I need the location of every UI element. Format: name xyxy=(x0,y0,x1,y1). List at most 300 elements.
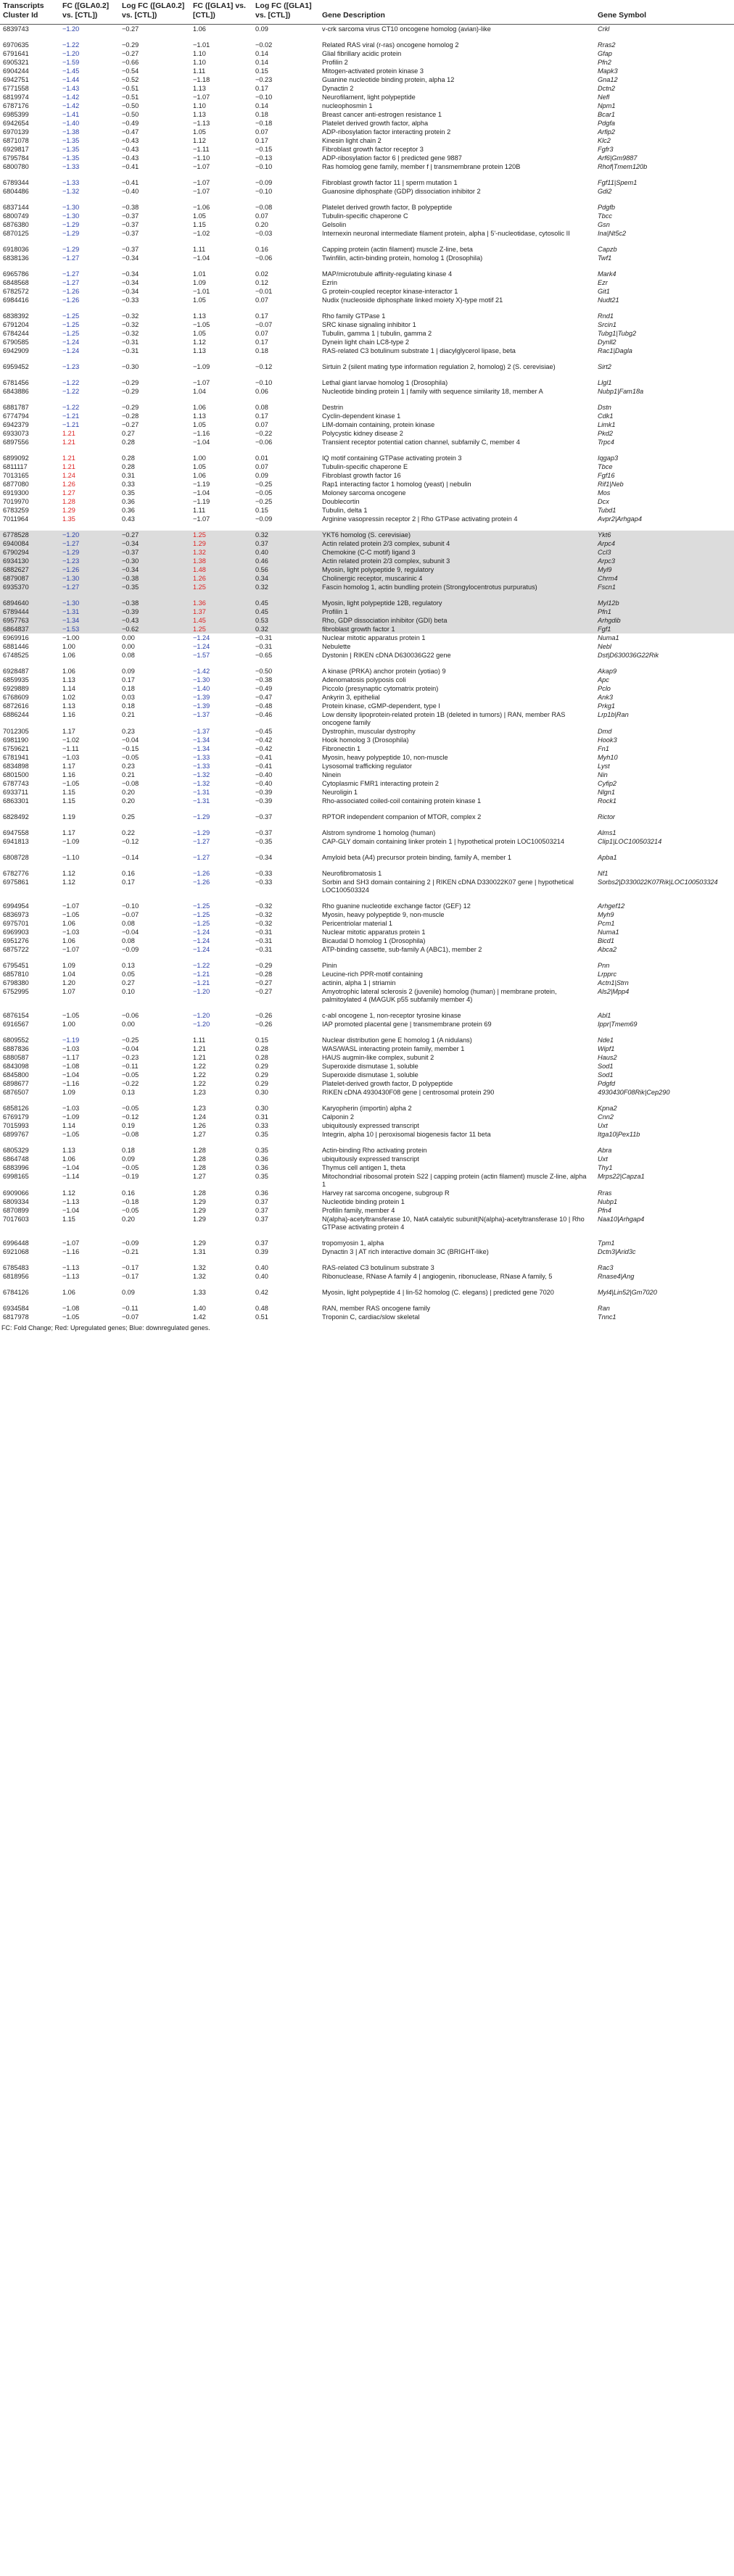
table-row xyxy=(0,1215,734,1239)
cell-logfc-gla1: 0.17 xyxy=(255,312,268,320)
cell-logfc-gla1: −0.38 xyxy=(255,676,273,684)
cell-cluster-id: 6969916 xyxy=(3,634,29,641)
cell-logfc-gla1: −0.10 xyxy=(255,188,273,195)
cell-gene-symbol: Prkg1 xyxy=(598,702,616,710)
cell-cluster-id: 6839743 xyxy=(3,25,29,33)
cell-gene-description: Actin related protein 2/3 complex, subunit 4 xyxy=(319,539,595,548)
cell-fc-gla02: 1.09 xyxy=(62,1089,75,1096)
cell-fc-gla1: 1.04 xyxy=(193,388,206,395)
table-row xyxy=(0,287,734,296)
cell-logfc-gla02: −0.40 xyxy=(122,188,139,195)
cell-logfc-gla02: −0.50 xyxy=(122,111,139,118)
cell-fc-gla02: −1.17 xyxy=(62,1054,80,1061)
cell-cluster-id: 6787176 xyxy=(3,102,29,109)
table-row xyxy=(0,212,734,220)
cell-gene-symbol: Arpc4 xyxy=(595,539,734,548)
cell-cluster-id: 6798380 xyxy=(3,979,29,986)
cell-logfc-gla1: −0.31 xyxy=(255,928,273,936)
cell-logfc-gla02: 0.13 xyxy=(122,1089,135,1096)
cell-fc-gla02: 1.27 xyxy=(62,489,75,496)
cell-cluster-id: 6811117 xyxy=(3,463,28,470)
cell-logfc-gla02: 0.21 xyxy=(122,771,135,778)
table-row xyxy=(0,1062,734,1071)
table-row xyxy=(0,583,734,599)
table-row xyxy=(0,101,734,110)
cell-logfc-gla02: 0.20 xyxy=(122,797,135,805)
cell-gene-description: Nuclear distribution gene E homolog 1 (A nidulans) xyxy=(322,1036,472,1044)
cell-gene-symbol: Llgl1 xyxy=(598,379,612,386)
cell-gene-description: Nebulette xyxy=(322,643,351,650)
cell-fc-gla02: −1.22 xyxy=(62,404,80,411)
table-row xyxy=(0,1313,734,1321)
cell-gene-description: IAP promoted placental gene | transmembrane protein 69 xyxy=(322,1021,492,1028)
cell-fc-gla1: −1.33 xyxy=(193,754,210,761)
cell-logfc-gla1: 0.20 xyxy=(255,221,268,228)
cell-gene-symbol: Uxt xyxy=(598,1155,608,1163)
cell-gene-description: Rho-associated coiled-coil containing protein kinase 1 xyxy=(322,797,482,805)
cell-fc-gla02: −1.43 xyxy=(62,85,80,92)
cell-logfc-gla02: −0.05 xyxy=(122,1105,139,1112)
cell-fc-gla1: 1.37 xyxy=(190,607,252,616)
cell-gene-symbol: Clip1|LOC100503214 xyxy=(598,838,662,845)
cell-cluster-id: 6898677 xyxy=(3,1080,29,1087)
cell-gene-symbol: Arfip2 xyxy=(598,128,616,136)
cell-fc-gla02: −1.26 xyxy=(62,296,80,304)
cell-logfc-gla02: 0.18 xyxy=(122,1147,135,1154)
cell-fc-gla02: −1.40 xyxy=(62,120,80,127)
cell-cluster-id: 6996448 xyxy=(3,1239,29,1247)
table-row xyxy=(0,625,734,633)
cell-fc-gla02: −1.25 xyxy=(62,312,80,320)
cell-gene-symbol: Avpr2|Arhgap4 xyxy=(598,515,642,523)
cell-gene-symbol: Srcin1 xyxy=(598,321,617,328)
cell-cluster-id: 6791641 xyxy=(3,50,29,57)
cell-gene-description: Actin related protein 2/3 complex, subunit 3 xyxy=(319,557,595,565)
cell-gene-description: Hook homolog 3 (Drosophila) xyxy=(322,736,409,744)
cell-gene-symbol: Bcar1 xyxy=(598,111,616,118)
cell-gene-description: Pericentriolar material 1 xyxy=(322,920,393,927)
cell-cluster-id: 6875722 xyxy=(3,946,29,953)
cell-fc-gla1: 1.42 xyxy=(193,1313,206,1321)
cell-cluster-id: 6985399 xyxy=(3,111,29,118)
table-row xyxy=(0,1239,734,1247)
cell-gene-symbol: Bicd1 xyxy=(598,937,614,944)
cell-fc-gla02: 1.16 xyxy=(62,771,75,778)
cell-gene-symbol: Pkd2 xyxy=(598,430,613,437)
cell-logfc-gla02: −0.37 xyxy=(119,548,190,557)
cell-gene-symbol: Capzb xyxy=(598,246,617,253)
cell-fc-gla1: −1.39 xyxy=(193,702,210,710)
table-row xyxy=(0,1104,734,1113)
cell-fc-gla1: 1.45 xyxy=(190,616,252,625)
cell-logfc-gla02: 0.03 xyxy=(122,694,135,701)
table-row xyxy=(0,75,734,84)
cell-fc-gla02: −1.21 xyxy=(62,412,80,420)
cell-fc-gla02: 1.24 xyxy=(62,472,75,479)
cell-cluster-id: 6769179 xyxy=(3,1113,29,1121)
cell-cluster-id: 6800780 xyxy=(3,163,29,170)
cell-cluster-id: 7012305 xyxy=(3,728,29,735)
cell-logfc-gla02: −0.15 xyxy=(122,745,139,752)
cell-logfc-gla02: −0.07 xyxy=(122,1313,139,1321)
cell-logfc-gla1: 0.56 xyxy=(252,565,319,574)
table-row xyxy=(0,1053,734,1062)
cell-logfc-gla02: 0.09 xyxy=(122,1155,135,1163)
cell-gene-description: Twinfilin, actin-binding protein, homolog 1 (Drosophila) xyxy=(322,254,483,262)
table-row xyxy=(0,651,734,667)
cell-logfc-gla02: −0.66 xyxy=(122,59,139,66)
cell-logfc-gla1: 0.17 xyxy=(255,338,268,346)
cell-cluster-id: 7013165 xyxy=(3,472,29,479)
cell-cluster-id: 6975701 xyxy=(3,920,29,927)
table-row xyxy=(0,162,734,178)
table-row xyxy=(0,1189,734,1197)
cell-logfc-gla1: −0.41 xyxy=(255,754,273,761)
cell-fc-gla02: 1.17 xyxy=(62,763,75,770)
cell-fc-gla1: 1.32 xyxy=(193,1264,206,1271)
cell-gene-description: Cytoplasmic FMR1 interacting protein 2 xyxy=(322,780,439,787)
cell-cluster-id: 6871078 xyxy=(3,137,29,144)
cell-gene-symbol: Rock1 xyxy=(598,797,617,805)
cell-logfc-gla1: −0.29 xyxy=(255,962,273,969)
cell-fc-gla1: −1.07 xyxy=(193,163,210,170)
cell-logfc-gla1: 0.46 xyxy=(252,557,319,565)
cell-gene-symbol: Tpm1 xyxy=(598,1239,615,1247)
cell-cluster-id: 6790585 xyxy=(3,338,29,346)
cell-fc-gla02: −1.30 xyxy=(59,599,119,607)
cell-gene-symbol: Hook3 xyxy=(598,736,617,744)
cell-logfc-gla1: −0.49 xyxy=(255,685,273,692)
cell-fc-gla02: 1.00 xyxy=(62,643,75,650)
cell-cluster-id: 6928487 xyxy=(3,668,29,675)
cell-gene-description: Dystonin | RIKEN cDNA D630036G22 gene xyxy=(322,652,451,659)
cell-gene-description: Neurofibromatosis 1 xyxy=(322,870,382,877)
cell-gene-description: Kinesin light chain 2 xyxy=(322,137,382,144)
cell-cluster-id: 6809334 xyxy=(3,1198,29,1205)
cell-cluster-id: 6957763 xyxy=(0,616,59,625)
cell-gene-description: RPTOR independent companion of MTOR, complex 2 xyxy=(322,813,482,820)
cell-logfc-gla1: −0.02 xyxy=(255,41,273,49)
cell-logfc-gla02: −0.33 xyxy=(122,296,139,304)
cell-cluster-id: 7011964 xyxy=(3,515,29,523)
cell-fc-gla02: 1.04 xyxy=(62,971,75,978)
cell-fc-gla02: −1.05 xyxy=(62,1313,80,1321)
cell-fc-gla1: −1.02 xyxy=(193,230,210,237)
cell-logfc-gla02: −0.32 xyxy=(122,312,139,320)
cell-fc-gla02: −1.29 xyxy=(62,246,80,253)
table-row xyxy=(0,312,734,320)
cell-fc-gla02: −1.05 xyxy=(62,911,80,918)
cell-cluster-id: 6785483 xyxy=(3,1264,29,1271)
cell-cluster-id: 6876154 xyxy=(3,1012,29,1019)
cell-logfc-gla02: −0.34 xyxy=(119,539,190,548)
cell-fc-gla02: 1.06 xyxy=(62,1155,75,1163)
cell-logfc-gla02: −0.43 xyxy=(122,154,139,162)
cell-gene-symbol: Tubd1 xyxy=(598,507,617,514)
cell-fc-gla02: −1.26 xyxy=(62,288,80,295)
cell-gene-description: Pinin xyxy=(322,962,337,969)
table-row xyxy=(0,41,734,49)
cell-fc-gla1: 1.10 xyxy=(193,59,206,66)
table-row xyxy=(0,548,734,557)
cell-gene-description: Mitogen-activated protein kinase 3 xyxy=(322,67,424,75)
cell-fc-gla02: −1.34 xyxy=(59,616,119,625)
cell-fc-gla1: 1.23 xyxy=(193,1089,206,1096)
cell-logfc-gla02: −0.32 xyxy=(122,321,139,328)
cell-gene-description: Ezrin xyxy=(322,279,337,286)
cell-logfc-gla02: −0.05 xyxy=(122,1207,139,1214)
cell-gene-description: Fibroblast growth factor receptor 3 xyxy=(322,146,424,153)
table-row xyxy=(0,878,734,902)
cell-gene-description: N(alpha)-acetyltransferase 10, NatA catalytic subunit|N(alpha)-acetyltransferase 10 | Rho GTPase activating protein 4 xyxy=(322,1216,585,1231)
cell-gene-symbol: Mapk3 xyxy=(598,67,618,75)
cell-logfc-gla1: −0.41 xyxy=(255,763,273,770)
table-row xyxy=(0,744,734,753)
cell-gene-description: Cyclin-dependent kinase 1 xyxy=(322,412,401,420)
cell-cluster-id: 6848568 xyxy=(3,279,29,286)
cell-logfc-gla02: −0.29 xyxy=(122,404,139,411)
cell-fc-gla02: 1.13 xyxy=(62,676,75,684)
cell-logfc-gla1: 0.35 xyxy=(255,1131,268,1138)
cell-gene-description: Dystrophin, muscular dystrophy xyxy=(322,728,416,735)
cell-gene-description: Karyopherin (importin) alpha 2 xyxy=(322,1105,412,1112)
table-row xyxy=(0,667,734,676)
cell-gene-description: Dynein light chain LC8-type 2 xyxy=(322,338,410,346)
table-row xyxy=(0,1155,734,1163)
cell-gene-description: Platelet-derived growth factor, D polypeptide xyxy=(322,1080,453,1087)
cell-logfc-gla1: 0.37 xyxy=(255,1207,268,1214)
cell-fc-gla1: 1.05 xyxy=(193,212,206,220)
cell-logfc-gla1: 0.36 xyxy=(255,1155,268,1163)
cell-gene-symbol: Apba1 xyxy=(598,854,617,861)
table-row xyxy=(0,1272,734,1288)
cell-logfc-gla1: −0.27 xyxy=(255,988,273,995)
cell-logfc-gla02: 0.05 xyxy=(122,971,135,978)
table-row xyxy=(0,1113,734,1121)
table-row xyxy=(0,1247,734,1263)
table-row xyxy=(0,25,734,41)
cell-logfc-gla1: 0.35 xyxy=(255,1173,268,1180)
cell-logfc-gla1: 0.07 xyxy=(255,330,268,337)
table-row xyxy=(0,565,734,574)
cell-logfc-gla02: 0.33 xyxy=(122,481,135,488)
cell-cluster-id: 6984416 xyxy=(3,296,29,304)
table-row xyxy=(0,853,734,869)
table-row xyxy=(0,1020,734,1036)
cell-gene-description: ADP-ribosylation factor interacting protein 2 xyxy=(322,128,451,136)
cell-gene-description: Fibronectin 1 xyxy=(322,745,361,752)
cell-gene-symbol: Naa10|Arhgap4 xyxy=(598,1216,645,1223)
cell-cluster-id: 6876507 xyxy=(3,1089,29,1096)
table-row xyxy=(0,412,734,420)
table-row xyxy=(0,338,734,346)
cell-logfc-gla02: −0.23 xyxy=(122,1054,139,1061)
cell-fc-gla1: 1.10 xyxy=(193,50,206,57)
cell-gene-description: SRC kinase signaling inhibitor 1 xyxy=(322,321,416,328)
cell-fc-gla02: 1.19 xyxy=(62,813,75,820)
cell-logfc-gla02: −0.34 xyxy=(122,254,139,262)
cell-logfc-gla1: 0.14 xyxy=(255,102,268,109)
cell-fc-gla02: −1.04 xyxy=(62,1071,80,1079)
cell-cluster-id: 6942379 xyxy=(3,421,29,428)
cell-gene-symbol: Actn1|Strn xyxy=(598,979,629,986)
cell-logfc-gla1: 0.17 xyxy=(255,412,268,420)
cell-logfc-gla02: −0.30 xyxy=(122,363,139,370)
cell-fc-gla02: −1.33 xyxy=(62,179,80,186)
cell-fc-gla1: −1.24 xyxy=(193,643,210,650)
cell-cluster-id: 6942654 xyxy=(3,120,29,127)
cell-logfc-gla02: −0.43 xyxy=(122,137,139,144)
cell-logfc-gla02: 0.19 xyxy=(122,1122,135,1129)
cell-gene-description: Ninein xyxy=(322,771,342,778)
cell-fc-gla02: −1.23 xyxy=(62,363,80,370)
cell-gene-symbol: Ran xyxy=(598,1305,610,1312)
cell-gene-symbol: Trpc4 xyxy=(598,439,614,446)
table-row xyxy=(0,788,734,797)
cell-gene-description: Guanosine diphosphate (GDP) dissociation inhibitor 2 xyxy=(322,188,481,195)
cell-fc-gla02: 1.02 xyxy=(62,694,75,701)
cell-logfc-gla1: −0.32 xyxy=(255,911,273,918)
cell-cluster-id: 6800749 xyxy=(3,212,29,220)
header-gene-description: Gene Description xyxy=(319,0,595,25)
cell-fc-gla1: −1.24 xyxy=(193,937,210,944)
cell-fc-gla1: −1.22 xyxy=(193,962,210,969)
cell-fc-gla02: −1.30 xyxy=(62,212,80,220)
cell-logfc-gla1: 0.29 xyxy=(255,1080,268,1087)
cell-fc-gla1: −1.07 xyxy=(193,379,210,386)
cell-cluster-id: 6859935 xyxy=(3,676,29,684)
cell-gene-symbol: Dcx xyxy=(598,498,609,505)
cell-gene-symbol: Ippr|Tmem69 xyxy=(598,1021,638,1028)
cell-logfc-gla1: −0.25 xyxy=(255,498,273,505)
cell-logfc-gla02: −0.12 xyxy=(122,838,139,845)
cell-gene-symbol: Uxt xyxy=(598,1122,608,1129)
cell-fc-gla1: −1.11 xyxy=(193,146,210,153)
cell-fc-gla02: −1.27 xyxy=(59,583,119,599)
table-row xyxy=(0,1044,734,1053)
cell-logfc-gla02: 0.00 xyxy=(122,643,135,650)
cell-logfc-gla1: −0.40 xyxy=(255,780,273,787)
table-row xyxy=(0,574,734,583)
cell-gene-description: Piccolo (presynaptic cytomatrix protein) xyxy=(322,685,439,692)
cell-cluster-id: 6998165 xyxy=(3,1173,29,1180)
cell-cluster-id: 6809552 xyxy=(3,1036,29,1044)
cell-cluster-id: 6876380 xyxy=(3,221,29,228)
cell-logfc-gla02: 0.35 xyxy=(122,489,135,496)
cell-gene-symbol: Arhgdib xyxy=(595,616,734,625)
cell-fc-gla02: −1.22 xyxy=(62,379,80,386)
table-row xyxy=(0,633,734,642)
cell-logfc-gla02: −0.04 xyxy=(122,928,139,936)
cell-logfc-gla1: 0.40 xyxy=(255,1273,268,1280)
table-row xyxy=(0,599,734,607)
table-row xyxy=(0,1172,734,1189)
cell-logfc-gla02: −0.08 xyxy=(122,780,139,787)
cell-gene-description: Mitochondrial ribosomal protein S22 | capping protein (actin filament) muscle Z-line, alpha 1 xyxy=(322,1173,587,1188)
cell-gene-description: Rap1 interacting factor 1 homolog (yeast) | nebulin xyxy=(322,481,471,488)
cell-logfc-gla02: 0.21 xyxy=(122,711,135,718)
cell-cluster-id: 6771558 xyxy=(3,85,29,92)
cell-gene-symbol: Ccl3 xyxy=(595,548,734,557)
cell-fc-gla02: −1.31 xyxy=(59,607,119,616)
cell-fc-gla02: −1.42 xyxy=(62,102,80,109)
cell-fc-gla1: −1.07 xyxy=(193,188,210,195)
table-row xyxy=(0,1146,734,1155)
cell-fc-gla1: 1.21 xyxy=(193,1045,206,1052)
cell-gene-symbol: Nefl xyxy=(598,94,610,101)
cell-fc-gla1: −1.07 xyxy=(193,515,210,523)
cell-fc-gla1: −1.01 xyxy=(193,41,210,49)
cell-fc-gla02: 1.06 xyxy=(62,1289,75,1296)
cell-cluster-id: 6886244 xyxy=(3,711,29,718)
cell-logfc-gla1: −0.50 xyxy=(255,668,273,675)
cell-fc-gla1: 1.05 xyxy=(193,296,206,304)
cell-fc-gla1: −1.31 xyxy=(193,797,210,805)
cell-fc-gla02: 1.09 xyxy=(62,962,75,969)
cell-fc-gla1: 1.13 xyxy=(193,412,206,420)
cell-logfc-gla1: 0.36 xyxy=(255,1164,268,1171)
cell-gene-symbol: Sod1 xyxy=(598,1063,614,1070)
cell-fc-gla02: −1.23 xyxy=(59,557,119,565)
table-row xyxy=(0,178,734,187)
cell-logfc-gla1: −0.32 xyxy=(255,920,273,927)
cell-fc-gla02: −1.35 xyxy=(62,137,80,144)
cell-gene-description: Nucleotide binding protein 1 xyxy=(322,1198,405,1205)
cell-fc-gla1: 1.06 xyxy=(193,25,206,33)
cell-fc-gla1: −1.21 xyxy=(193,979,210,986)
cell-gene-description: Arginine vasopressin receptor 2 | Rho GTPase activating protein 4 xyxy=(322,515,518,523)
cell-gene-symbol: Cdk1 xyxy=(598,412,614,420)
table-row xyxy=(0,1071,734,1079)
cell-fc-gla02: −1.22 xyxy=(62,41,80,49)
table-row xyxy=(0,438,734,454)
cell-gene-description: actinin, alpha 1 | striamin xyxy=(322,979,396,986)
cell-logfc-gla02: −0.37 xyxy=(122,221,139,228)
cell-fc-gla02: −1.03 xyxy=(62,928,80,936)
table-row xyxy=(0,1130,734,1146)
cell-cluster-id: 6970635 xyxy=(3,41,29,49)
cell-logfc-gla02: −0.41 xyxy=(122,179,139,186)
cell-cluster-id: 6904244 xyxy=(3,67,29,75)
cell-cluster-id: 6781941 xyxy=(3,754,29,761)
cell-logfc-gla1: 0.07 xyxy=(255,212,268,220)
header-cluster-id: Transcripts Cluster Id xyxy=(0,0,59,25)
cell-cluster-id: 6877080 xyxy=(3,481,29,488)
cell-logfc-gla02: 0.18 xyxy=(122,685,135,692)
cell-logfc-gla1: −0.05 xyxy=(255,489,273,496)
cell-logfc-gla1: 0.34 xyxy=(252,574,319,583)
cell-logfc-gla02: 0.20 xyxy=(122,789,135,796)
cell-gene-description: Superoxide dismutase 1, soluble xyxy=(322,1063,418,1070)
cell-gene-symbol: Myl9 xyxy=(595,565,734,574)
table-row xyxy=(0,58,734,67)
cell-fc-gla02: −1.30 xyxy=(62,204,80,211)
cell-gene-description: Myosin, heavy polypeptide 10, non-muscle xyxy=(322,754,448,761)
cell-logfc-gla02: −0.22 xyxy=(122,1080,139,1087)
cell-gene-symbol: Iqgap3 xyxy=(598,454,619,462)
cell-fc-gla1: −1.04 xyxy=(193,439,210,446)
table-row xyxy=(0,936,734,945)
cell-logfc-gla1: 0.28 xyxy=(255,1054,268,1061)
cell-logfc-gla1: −0.09 xyxy=(255,179,273,186)
cell-logfc-gla1: −0.42 xyxy=(255,745,273,752)
cell-cluster-id: 6864748 xyxy=(3,1155,29,1163)
cell-logfc-gla1: −0.65 xyxy=(255,652,273,659)
cell-fc-gla1: 1.05 xyxy=(193,128,206,136)
cell-fc-gla1: 1.27 xyxy=(193,1173,206,1180)
cell-cluster-id: 6805329 xyxy=(3,1147,29,1154)
cell-fc-gla1: −1.20 xyxy=(193,988,210,995)
